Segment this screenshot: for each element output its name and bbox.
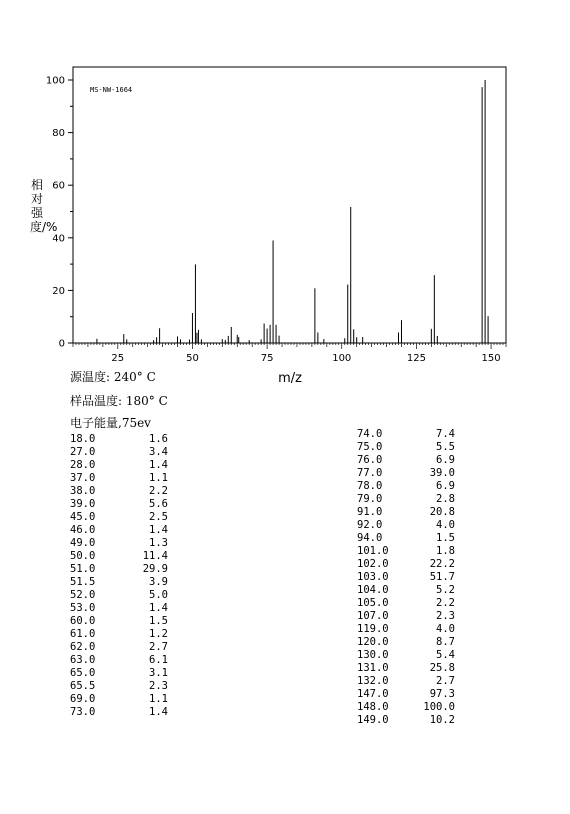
peak-intensity-value: 1.1 <box>149 693 168 705</box>
peak-intensity-value: 39.0 <box>429 467 455 479</box>
peak-intensity-value: 3.1 <box>149 667 168 679</box>
peak-intensity-value: 1.1 <box>149 472 168 484</box>
peak-table-row <box>70 602 200 615</box>
peak-table-row <box>70 550 200 563</box>
peak-mz-value: 132.0 <box>357 675 389 687</box>
peak-table-row <box>357 610 487 623</box>
peak-table-row <box>357 649 487 662</box>
peak-intensity-value: 1.4 <box>149 602 168 614</box>
peak-table-row <box>70 576 200 589</box>
sample-temperature: 样品温度: 180° C <box>70 394 168 408</box>
peak-intensity-value: 4.0 <box>436 623 455 635</box>
peak-mz-value: 51.5 <box>70 576 96 588</box>
peak-intensity-value: 2.5 <box>149 511 168 523</box>
y-tick-label: 20 <box>52 285 65 297</box>
peak-table-row <box>357 428 487 441</box>
peak-intensity-value: 1.5 <box>149 615 168 627</box>
peak-intensity-value: 1.3 <box>149 537 168 549</box>
peak-table-row <box>357 571 487 584</box>
peak-bars <box>97 80 488 343</box>
peak-intensity-value: 100.0 <box>423 701 455 713</box>
peak-intensity-value: 29.9 <box>142 563 168 575</box>
peak-mz-value: 38.0 <box>70 485 96 497</box>
peak-intensity-value: 7.4 <box>436 428 455 440</box>
y-tick-label: 40 <box>52 233 65 245</box>
y-tick-label: 0 <box>58 338 65 350</box>
peak-mz-value: 37.0 <box>70 472 96 484</box>
peak-mz-value: 61.0 <box>70 628 96 640</box>
peak-intensity-value: 22.2 <box>429 558 455 570</box>
peak-mz-value: 119.0 <box>357 623 389 635</box>
peak-table-row <box>357 636 487 649</box>
peak-mz-value: 52.0 <box>70 589 96 601</box>
peak-table-row <box>70 667 200 680</box>
peak-mz-value: 65.0 <box>70 667 96 679</box>
peak-mz-value: 105.0 <box>357 597 389 609</box>
peak-intensity-value: 5.5 <box>436 441 455 453</box>
peak-table-row <box>70 433 200 446</box>
peak-mz-value: 120.0 <box>357 636 389 648</box>
peak-intensity-value: 11.4 <box>142 550 168 562</box>
peak-mz-value: 103.0 <box>357 571 389 583</box>
peak-mz-value: 102.0 <box>357 558 389 570</box>
peak-table-row <box>357 441 487 454</box>
peak-table-row <box>357 480 487 493</box>
peak-intensity-value: 5.4 <box>436 649 455 661</box>
peak-mz-value: 130.0 <box>357 649 389 661</box>
x-tick-label: 75 <box>260 353 274 364</box>
peak-table-row <box>70 459 200 472</box>
y-tick-label: 100 <box>45 75 65 87</box>
peak-mz-value: 46.0 <box>70 524 96 536</box>
peak-mz-value: 65.5 <box>70 680 96 692</box>
peak-table-row <box>357 467 487 480</box>
peak-intensity-value: 1.4 <box>149 459 168 471</box>
peak-intensity-value: 1.4 <box>149 524 168 536</box>
peak-table-row <box>357 532 487 545</box>
peak-mz-value: 131.0 <box>357 662 389 674</box>
peak-table-row <box>357 545 487 558</box>
peak-mz-value: 27.0 <box>70 446 96 458</box>
peak-mz-value: 101.0 <box>357 545 389 557</box>
peak-intensity-value: 2.8 <box>436 493 455 505</box>
peak-mz-value: 45.0 <box>70 511 96 523</box>
peak-intensity-value: 4.0 <box>436 519 455 531</box>
peak-mz-value: 78.0 <box>357 480 383 492</box>
peak-mz-value: 60.0 <box>70 615 96 627</box>
electron-energy: 电子能量,75ev <box>70 416 151 430</box>
peak-mz-value: 79.0 <box>357 493 383 505</box>
peak-intensity-value: 2.2 <box>436 597 455 609</box>
peak-intensity-value: 97.3 <box>429 688 455 700</box>
peak-intensity-value: 3.9 <box>149 576 168 588</box>
peak-mz-value: 94.0 <box>357 532 383 544</box>
peak-intensity-value: 6.9 <box>436 454 455 466</box>
peak-table-row <box>70 641 200 654</box>
x-tick-label: 50 <box>186 353 199 364</box>
peak-mz-value: 91.0 <box>357 506 383 518</box>
y-tick-label: 60 <box>52 180 65 192</box>
y-axis-ticks <box>46 76 73 350</box>
peak-table-row <box>357 688 487 701</box>
peak-intensity-value: 3.4 <box>149 446 168 458</box>
peak-table-row <box>357 714 487 727</box>
peak-intensity-value: 2.3 <box>436 610 455 622</box>
peak-table-row <box>70 654 200 667</box>
peak-table-row <box>357 701 487 714</box>
peak-mz-value: 76.0 <box>357 454 383 466</box>
peak-table-row <box>70 485 200 498</box>
peak-table-row <box>70 472 200 485</box>
peak-intensity-value: 6.9 <box>436 480 455 492</box>
peak-intensity-value: 10.2 <box>429 714 455 726</box>
peak-table-row <box>357 519 487 532</box>
x-tick-label: 25 <box>111 353 125 364</box>
peak-mz-value: 53.0 <box>70 602 96 614</box>
peak-mz-value: 51.0 <box>70 563 96 575</box>
peak-mz-value: 147.0 <box>357 688 389 700</box>
mass-spectrum-chart <box>0 0 570 400</box>
peak-table-row <box>70 615 200 628</box>
peak-table-row <box>357 506 487 519</box>
x-axis-label: m/z <box>278 371 302 386</box>
peak-table-row <box>70 706 200 719</box>
x-tick-label: 100 <box>332 353 352 364</box>
peak-intensity-value: 8.7 <box>436 636 455 648</box>
peak-intensity-value: 20.8 <box>429 506 455 518</box>
peak-table-row <box>357 675 487 688</box>
peak-mz-value: 49.0 <box>70 537 96 549</box>
peak-mz-value: 149.0 <box>357 714 389 726</box>
peak-intensity-value: 5.2 <box>436 584 455 596</box>
peak-table-row <box>357 662 487 675</box>
peak-intensity-value: 6.1 <box>149 654 168 666</box>
peak-table-row <box>70 446 200 459</box>
peak-mz-value: 77.0 <box>357 467 383 479</box>
y-axis-label: 相对强度/% <box>30 178 58 234</box>
peak-intensity-value: 5.6 <box>149 498 168 510</box>
peak-mz-value: 18.0 <box>70 433 96 445</box>
peak-intensity-value: 1.4 <box>149 706 168 718</box>
peak-table-row <box>70 511 200 524</box>
peak-table-row <box>357 584 487 597</box>
peak-intensity-value: 1.2 <box>149 628 168 640</box>
peak-table-row <box>357 493 487 506</box>
peak-table-row <box>70 537 200 550</box>
peak-mz-value: 50.0 <box>70 550 96 562</box>
peak-mz-value: 39.0 <box>70 498 96 510</box>
peak-table-row <box>70 680 200 693</box>
peak-mz-value: 63.0 <box>70 654 96 666</box>
peak-intensity-value: 2.7 <box>149 641 168 653</box>
peak-table-row <box>357 623 487 636</box>
peak-intensity-value: 51.7 <box>429 571 455 583</box>
peak-intensity-value: 2.7 <box>436 675 455 687</box>
peak-table-right <box>357 428 487 727</box>
peak-mz-value: 28.0 <box>70 459 96 471</box>
peak-intensity-value: 1.5 <box>436 532 455 544</box>
peak-table-row <box>70 498 200 511</box>
peak-table-row <box>70 628 200 641</box>
peak-mz-value: 69.0 <box>70 693 96 705</box>
source-temperature: 源温度: 240° C <box>70 370 156 384</box>
peak-table-row <box>357 597 487 610</box>
peak-mz-value: 75.0 <box>357 441 383 453</box>
x-tick-label: 125 <box>406 353 426 364</box>
peak-mz-value: 107.0 <box>357 610 389 622</box>
spectrum-id-annotation: MS-NW-1664 <box>90 86 133 94</box>
peak-table-left <box>70 433 200 719</box>
peak-intensity-value: 25.8 <box>429 662 455 674</box>
y-tick-label: 80 <box>52 128 65 140</box>
peak-table-row <box>70 524 200 537</box>
peak-intensity-value: 5.0 <box>149 589 168 601</box>
x-axis-ticks <box>73 343 506 364</box>
peak-intensity-value: 2.3 <box>149 680 168 692</box>
peak-table-row <box>70 693 200 706</box>
peak-table-row <box>357 558 487 571</box>
peak-table-row <box>70 589 200 602</box>
plot-frame <box>73 67 506 343</box>
peak-intensity-value: 2.2 <box>149 485 168 497</box>
peak-mz-value: 92.0 <box>357 519 383 531</box>
peak-mz-value: 74.0 <box>357 428 383 440</box>
peak-table-row <box>357 454 487 467</box>
peak-intensity-value: 1.6 <box>149 433 168 445</box>
peak-mz-value: 62.0 <box>70 641 96 653</box>
peak-mz-value: 104.0 <box>357 584 389 596</box>
peak-mz-value: 73.0 <box>70 706 96 718</box>
peak-intensity-value: 1.8 <box>436 545 455 557</box>
peak-table-row <box>70 563 200 576</box>
peak-mz-value: 148.0 <box>357 701 389 713</box>
x-tick-label: 150 <box>481 353 501 364</box>
